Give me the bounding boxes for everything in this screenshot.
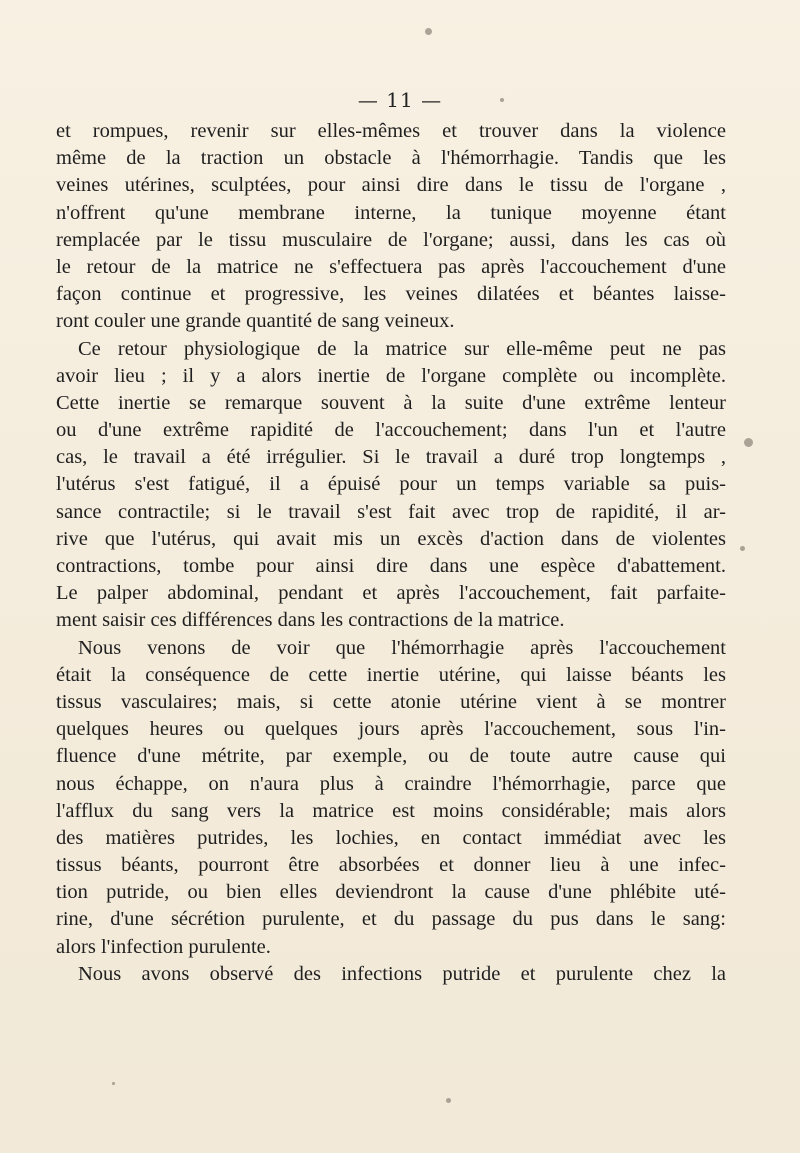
text-line: cas, le travail a été irrégulier. Si le travail a duré trop longtemps , [56, 446, 726, 469]
text-line: tion putride, ou bien elles deviendront la cause d'une phlébite uté- [56, 881, 726, 904]
text-line: veines utérines, sculptées, pour ainsi dire dans le tissu de l'organe , [56, 174, 726, 197]
text-line: n'offrent qu'une membrane interne, la tunique moyenne étant [56, 201, 726, 224]
paragraph-start-line: Nous venons de voir que l'hémorrhagie après l'accouchement [78, 636, 726, 659]
text-line: le retour de la matrice ne s'effectuera pas après l'accouchement d'une [56, 255, 726, 278]
text-line: ou d'une extrême rapidité de l'accouchement; dans l'un et l'autre [56, 419, 726, 442]
text-line: quelques heures ou quelques jours après l'accouchement, sous l'in- [56, 718, 726, 741]
text-line: même de la traction un obstacle à l'hémorrhagie. Tandis que les [56, 147, 726, 170]
text-line: l'afflux du sang vers la matrice est moins considérable; mais alors [56, 799, 726, 822]
text-line: rive que l'utérus, qui avait mis un excès d'action dans de violentes [56, 527, 726, 550]
paper-speck [500, 98, 504, 102]
text-line: ront couler une grande quantité de sang veineux. [56, 310, 455, 333]
text-line: façon continue et progressive, les veines dilatées et béantes laisse- [56, 283, 726, 306]
text-line: et rompues, revenir sur elles-mêmes et trouver dans la violence [56, 120, 726, 142]
text-line: nous échappe, on n'aura plus à craindre l'hémorrhagie, parce que [56, 772, 726, 795]
paragraph-start-line: Nous avons observé des infections putride et purulente chez la [78, 962, 726, 985]
text-line: Le palper abdominal, pendant et après l'accouchement, fait parfaite- [56, 582, 726, 605]
text-line: était la conséquence de cette inertie utérine, qui laisse béants les [56, 663, 726, 686]
text-line: l'utérus s'est fatigué, il a épuisé pour un temps variable sa puis- [56, 473, 726, 496]
text-line: ment saisir ces différences dans les contractions de la matrice. [56, 609, 565, 632]
text-line: Cette inertie se remarque souvent à la suite d'une extrême lenteur [56, 391, 726, 414]
paper-speck [446, 1098, 451, 1103]
text-line: remplacée par le tissu musculaire de l'organe; aussi, dans les cas où [56, 228, 726, 251]
paragraph-start-line: Ce retour physiologique de la matrice sur elle-même peut ne pas [78, 337, 726, 360]
page-number: — 11 — [357, 88, 443, 112]
page-body [56, 118, 726, 988]
text-line: rine, d'une sécrétion purulente, et du passage du pus dans le sang: [56, 908, 726, 931]
paper-speck [425, 28, 432, 35]
paper-speck [744, 438, 753, 447]
paper-speck [112, 1082, 115, 1085]
text-line: contractions, tombe pour ainsi dire dans une espèce d'abattement. [56, 555, 726, 577]
text-line: fluence d'une métrite, par exemple, ou de toute autre cause qui [56, 745, 726, 768]
text-line: des matières putrides, les lochies, en contact immédiat avec les [56, 826, 726, 849]
text-line: tissus vasculaires; mais, si cette atonie utérine vient à se montrer [56, 690, 726, 713]
text-line: sance contractile; si le travail s'est fait avec trop de rapidité, il ar- [56, 500, 726, 523]
text-line: avoir lieu ; il y a alors inertie de l'organe complète ou incomplète. [56, 364, 726, 387]
text-line: alors l'infection purulente. [56, 935, 271, 958]
paper-speck [740, 546, 745, 551]
text-line: tissus béants, pourront être absorbées et donner lieu à une infec- [56, 854, 726, 877]
